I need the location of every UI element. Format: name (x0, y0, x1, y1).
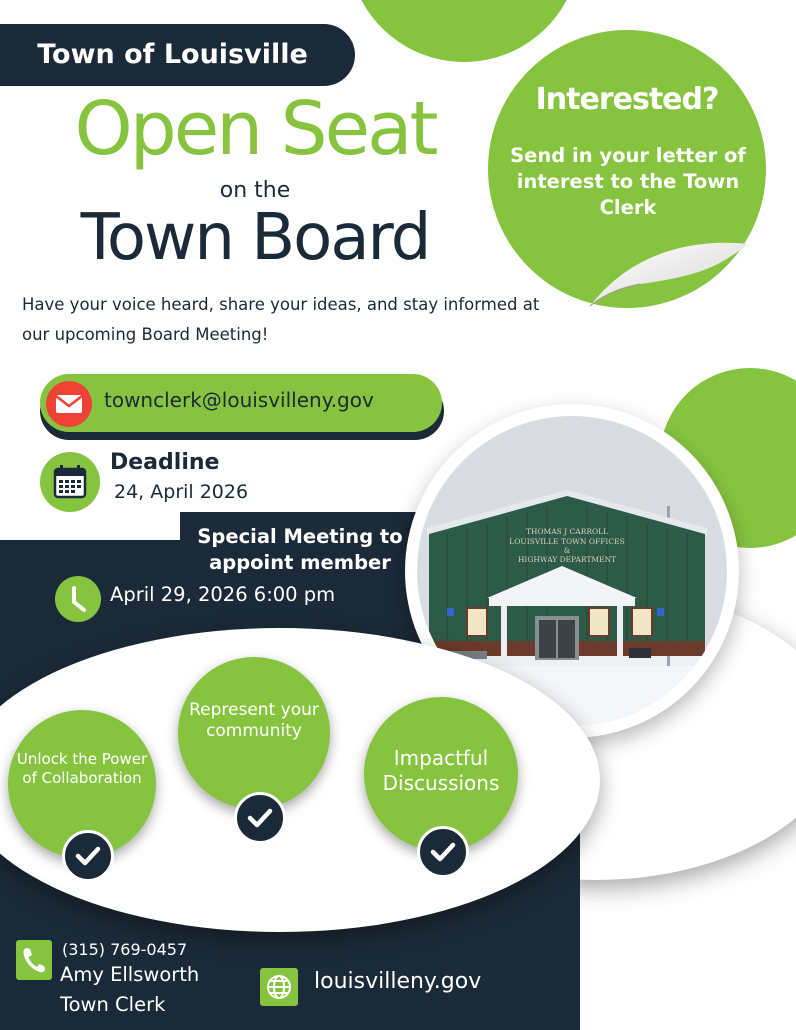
decorative-top-blob (348, 0, 580, 62)
sign-line-4: HIGHWAY DEPARTMENT (517, 555, 617, 564)
headline-open-seat: Open Seat (74, 86, 436, 172)
organization-name: Town of Louisville (37, 39, 308, 70)
headline-town-board: Town Board (80, 201, 430, 275)
clerk-title: Town Clerk (60, 993, 166, 1016)
email-address[interactable]: townclerk@louisvilleny.gov (104, 388, 374, 412)
meeting-datetime: April 29, 2026 6:00 pm (110, 583, 336, 606)
clock-icon (55, 576, 101, 622)
feature-label-collaboration: Unlock the Power of Collaboration (16, 750, 148, 787)
globe-icon (260, 968, 298, 1006)
sign-line-3: & (563, 547, 571, 555)
website-link[interactable]: louisvilleny.gov (314, 969, 482, 994)
sticker-heading: Interested? (535, 82, 719, 117)
headline-connector: on the (219, 178, 291, 203)
clerk-name: Amy Ellsworth (60, 963, 200, 986)
check-icon (234, 792, 286, 844)
phone-icon (16, 940, 52, 980)
sticker-curl-decoration (580, 236, 750, 316)
feature-label-community: Represent your community (189, 700, 319, 741)
deadline-date: 24, April 2026 (114, 481, 249, 503)
deadline-label: Deadline (110, 450, 220, 475)
intro-text: Have your voice heard, share your ideas, and stay informed at our upcoming Board Meeting! (22, 295, 540, 344)
clerk-phone[interactable]: (315) 769-0457 (62, 940, 188, 959)
sign-line-2: LOUISVILLE TOWN OFFICES (509, 537, 625, 546)
sticker-body: Send in your letter of interest to the Town Clerk (510, 144, 746, 219)
meeting-title: Special Meeting to appoint member (197, 525, 403, 574)
mail-icon (46, 381, 92, 427)
check-icon (62, 830, 114, 882)
sign-line-1: THOMAS J CARROLL (525, 527, 609, 536)
check-icon (417, 826, 469, 878)
feature-label-discussions: Impactful Discussions (382, 746, 500, 795)
calendar-icon (40, 452, 100, 512)
